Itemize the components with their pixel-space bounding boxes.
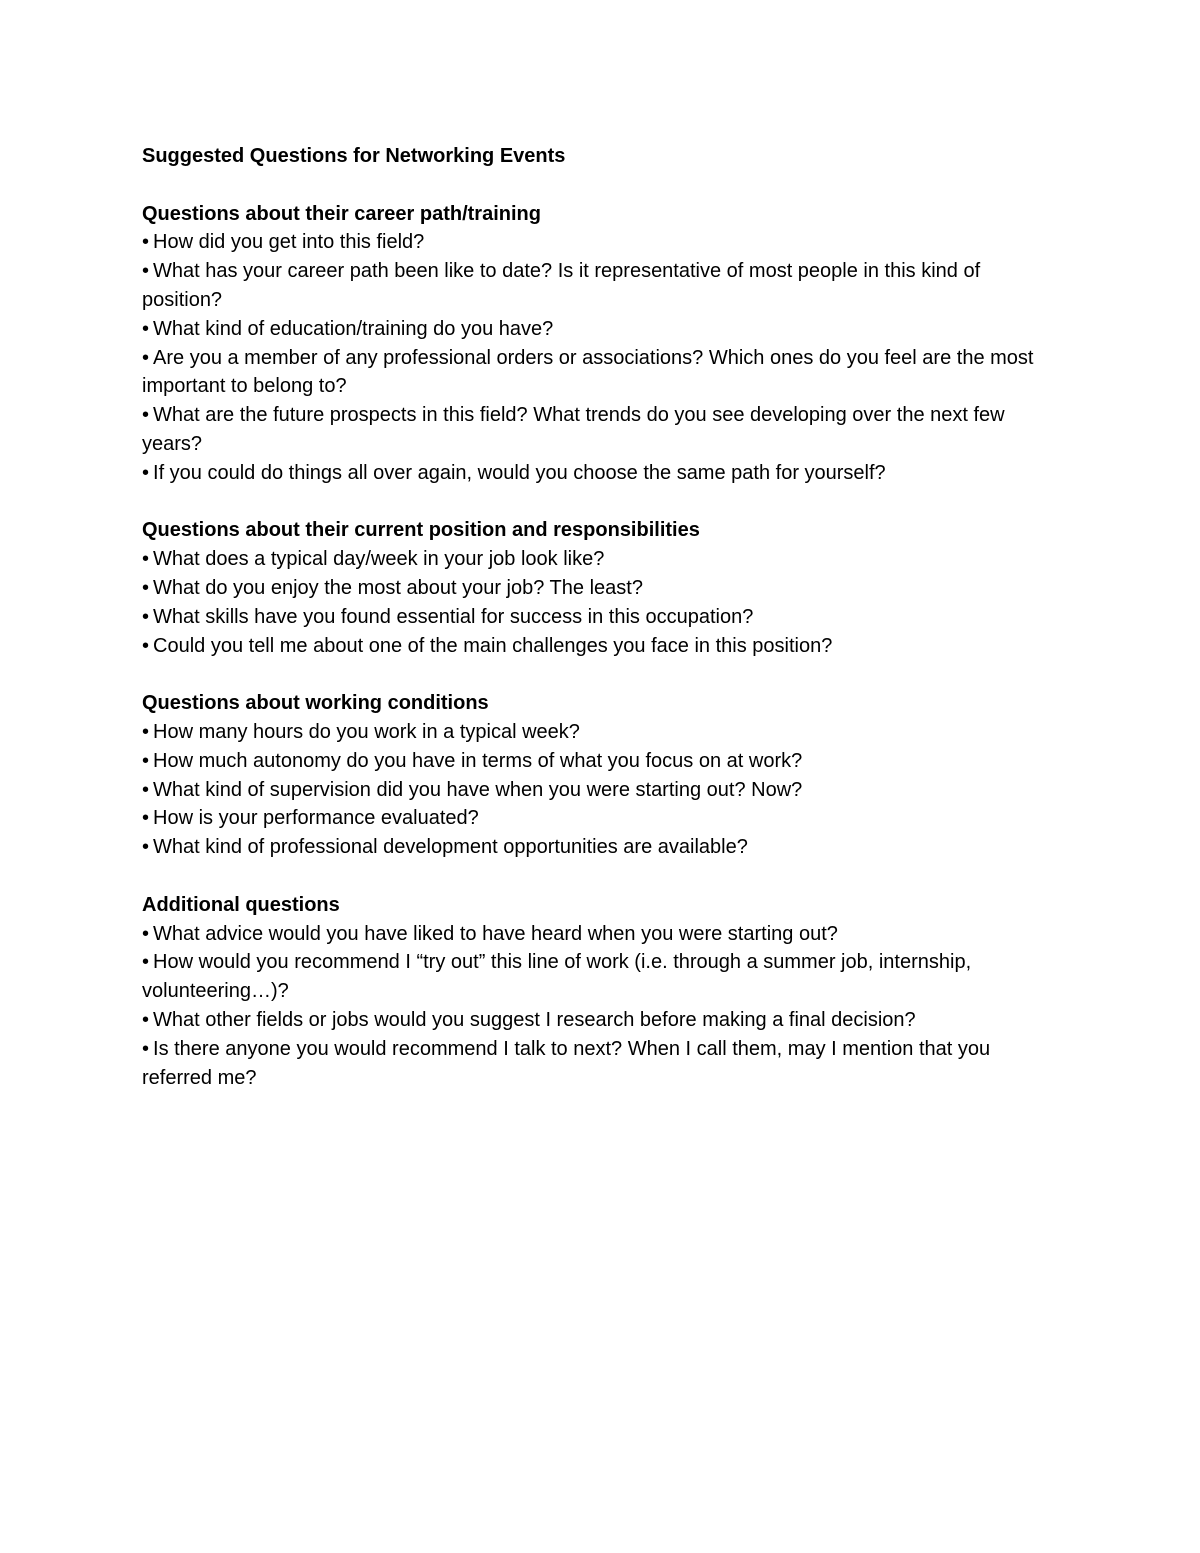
question-text: What do you enjoy the most about your job? The least?	[153, 576, 643, 599]
bullet-icon: •	[142, 404, 150, 427]
bullet-icon: •	[142, 634, 150, 657]
question-text: What advice would you have liked to have heard when you were starting out?	[153, 922, 838, 945]
section-career-path	[142, 200, 1062, 488]
question-item	[142, 574, 1062, 603]
question-item	[142, 718, 1062, 747]
bullet-icon: •	[142, 720, 150, 743]
section-additional	[142, 891, 1062, 1093]
bullet-icon: •	[142, 1037, 150, 1060]
document-title: Suggested Questions for Networking Events	[142, 145, 566, 167]
bullet-icon: •	[142, 548, 150, 571]
question-item	[142, 228, 1062, 257]
bullet-icon: •	[142, 231, 150, 254]
bullet-icon: •	[142, 317, 150, 340]
bullet-icon: •	[142, 260, 150, 283]
bullet-icon: •	[142, 807, 150, 830]
question-text: How many hours do you work in a typical week?	[153, 720, 580, 743]
question-text: What has your career path been like to date? Is it representative of most people in this kind of position?	[142, 260, 981, 311]
question-text: Could you tell me about one of the main challenges you face in this position?	[153, 634, 833, 657]
question-item	[142, 315, 1062, 344]
question-text: How much autonomy do you have in terms of what you focus on at work?	[153, 749, 803, 772]
bullet-icon: •	[142, 836, 150, 859]
question-text: What other fields or jobs would you suggest I research before making a final decision?	[153, 1008, 916, 1031]
question-item	[142, 632, 1062, 661]
bullet-icon: •	[142, 778, 150, 801]
question-text: What are the future prospects in this field? What trends do you see developing over the next few years?	[142, 404, 1005, 455]
question-list	[142, 718, 1062, 862]
bullet-icon: •	[142, 461, 150, 484]
question-item	[142, 344, 1062, 402]
question-item	[142, 747, 1062, 776]
question-list	[142, 228, 1062, 487]
section-working-conditions	[142, 689, 1062, 862]
question-text: Is there anyone you would recommend I talk to next? When I call them, may I mention that you referred me?	[142, 1037, 991, 1089]
question-item	[142, 545, 1062, 574]
question-item	[142, 948, 1062, 1006]
bullet-icon: •	[142, 951, 150, 974]
question-item	[142, 401, 1062, 459]
question-item	[142, 776, 1062, 805]
question-text: What kind of education/training do you have?	[153, 317, 554, 340]
section-heading: Questions about their career path/training	[142, 202, 541, 225]
question-text: How would you recommend I “try out” this line of work (i.e. through a summer job, internship, volunteering…)?	[142, 951, 972, 1003]
question-item	[142, 1006, 1062, 1035]
question-item	[142, 1035, 1062, 1093]
section-heading: Additional questions	[142, 893, 340, 916]
bullet-icon: •	[142, 749, 150, 772]
question-text: If you could do things all over again, would you choose the same path for yourself?	[153, 461, 886, 484]
bullet-icon: •	[142, 576, 150, 599]
question-text: What kind of professional development opportunities are available?	[153, 836, 748, 859]
section-current-position	[142, 516, 1062, 660]
bullet-icon: •	[142, 346, 150, 369]
question-list	[142, 920, 1062, 1093]
section-heading: Questions about their current position and responsibilities	[142, 519, 700, 542]
section-heading: Questions about working conditions	[142, 692, 489, 715]
document-page	[142, 142, 1062, 1092]
bullet-icon: •	[142, 1008, 150, 1031]
question-item	[142, 257, 1062, 315]
question-text: What does a typical day/week in your job look like?	[153, 548, 605, 571]
question-item	[142, 920, 1062, 949]
question-item	[142, 603, 1062, 632]
question-item	[142, 833, 1062, 862]
question-text: How did you get into this field?	[153, 231, 425, 254]
question-item	[142, 804, 1062, 833]
question-text: Are you a member of any professional orders or associations? Which ones do you feel are the most important to belong to?	[142, 346, 1034, 398]
bullet-icon: •	[142, 605, 150, 628]
question-text: What kind of supervision did you have when you were starting out? Now?	[153, 778, 803, 801]
question-text: What skills have you found essential for success in this occupation?	[153, 605, 754, 628]
bullet-icon: •	[142, 922, 150, 945]
question-item	[142, 459, 1062, 488]
question-list	[142, 545, 1062, 660]
question-text: How is your performance evaluated?	[153, 807, 479, 830]
